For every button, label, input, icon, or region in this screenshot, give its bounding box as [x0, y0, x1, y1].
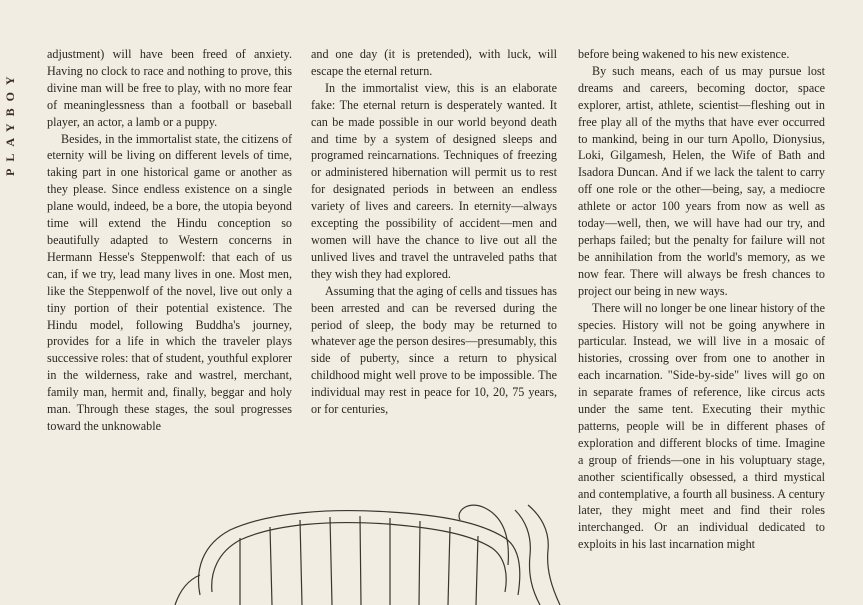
- article-illustration: [160, 500, 580, 605]
- paragraph: before being wakened to his new existence.: [578, 47, 790, 61]
- article-column-1: [47, 46, 292, 435]
- paragraph: adjustment) will have been freed of anxiety. Having no clock to race and nothing to prove, this divine man will be free to play, with no more fear of meaninglessness than a football or baseball player, an actor, a lamb or a puppy.: [47, 47, 292, 129]
- paragraph: Besides, in the immortalist state, the citizens of eternity will be living on different levels of time, taking part in one historical game or another as they please. Since endless existence on a single plane would, indeed, be a bore, the utopia beyond time will extend the Hindu conception so beautifully adapted to Western concerns in Hermann Hesse's Steppenwolf: that each of us can, if we try, lead many lives in one. Most men, like the Steppenwolf of the novel, live out only a tiny portion of their potential existence. The Hindu model, following Buddha's journey, provides for a life in which the traveler plays successive roles: that of student, youthful explorer in the wilderness, rake and wastrel, merchant, family man, hermit and, finally, beggar and holy man. Through these stages, the soul progresses toward the unknowable: [47, 131, 292, 433]
- article-column-3: [578, 46, 825, 553]
- paragraph: In the immortalist view, this is an elaborate fake: The eternal return is desperately wanted. It can be made possible in our world beyond death and time by a system of designed sleeps and programed reincarnations. Techniques of freezing or administered hibernation will permit us to rest for designated periods in between an endless variety of lives and careers. In eternity—always excepting the possibility of accident—men and women will have the chance to live out all the unlived lives and travel the untraveled paths that they wish they had explored.: [311, 80, 557, 281]
- paragraph: and one day (it is pretended), with luck, will escape the eternal return.: [311, 47, 557, 78]
- magazine-name: PLAYBOY: [3, 69, 17, 177]
- page-sidebar: [0, 0, 34, 605]
- paragraph: By such means, each of us may pursue lost dreams and careers, becoming doctor, space explorer, artist, athlete, scientist—fleshing out in free play all of the myths that have ever occurred to mankind, being in our turn Apollo, Dionysius, Loki, Gilgamesh, Helen, the Wife of Bath and Isadora Duncan. And if we lack the talent to carry off one role or the other—being, say, a mediocre athlete or actor 100 years from now as well as today—well, then, we will have had our try, and perhaps failed; but the penalty for failure will not be annihilation from the world's memory, as we now fear. There will always be fresh chances to project our being in new ways.: [578, 63, 825, 298]
- paragraph: Assuming that the aging of cells and tissues has been arrested and can be reversed during the period of sleep, the body may be returned to whatever age the person desires—presumably, this side of puberty, since a return to physical childhood might well prove to be impossible. The individual may rest in peace for 10, 20, 75 years, or for centuries,: [311, 283, 557, 417]
- article-column-2: [311, 46, 557, 418]
- paragraph: There will no longer be one linear history of the species. History will not be going anywhere in particular. Instead, we will live in a mosaic of histories, crossing over from one to another in each incarnation. "Side-by-side" lives will go on in separate frames of reference, like circus acts under the same tent. Executing their mythic patterns, people will be in different phases of exploration and different blocks of time. Imagine a group of friends—one in his voluptuary stage, another scientifically obsessed, a third mystical and contemplative, a fourth all business. A century later, they might meet and find their roles interchanged. Or an individual dedicated to exploits in his last incarnation might: [578, 300, 825, 552]
